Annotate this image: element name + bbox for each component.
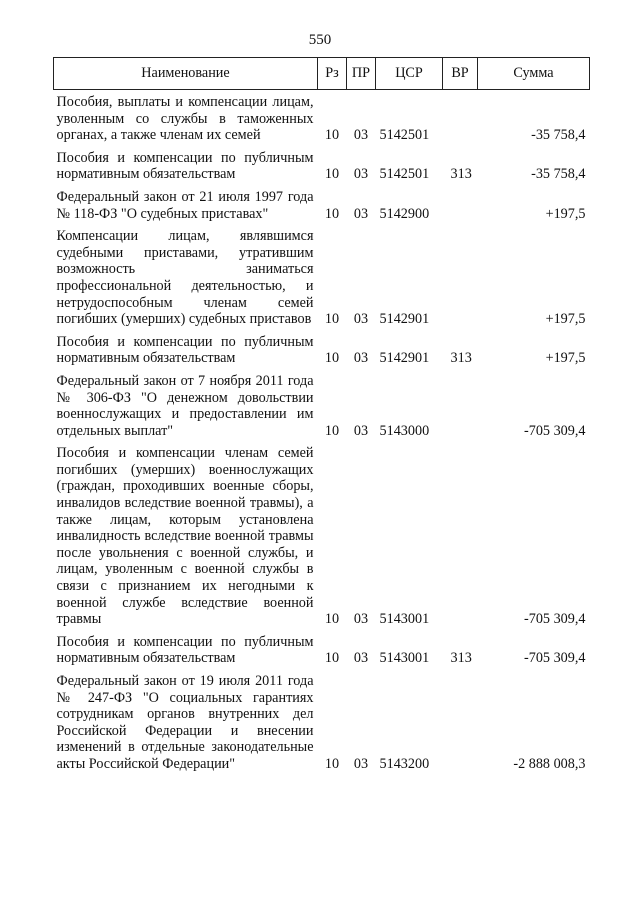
row-rz: 10 xyxy=(324,127,340,144)
row-vr: 313 xyxy=(450,166,472,183)
row-pr: 03 xyxy=(353,422,369,439)
row-csr: 5143000 xyxy=(379,422,430,439)
row-pr: 03 xyxy=(353,755,369,772)
row-sum: -35 758,4 xyxy=(531,127,586,144)
header-sum: Сумма xyxy=(478,58,590,90)
row-vr xyxy=(443,669,478,775)
row-csr: 5142901 xyxy=(379,311,430,328)
table-row xyxy=(54,630,590,669)
row-pr: 03 xyxy=(353,127,369,144)
row-pr: 03 xyxy=(353,350,369,367)
row-sum: -705 309,4 xyxy=(524,611,586,628)
table-row xyxy=(54,669,590,775)
header-name: Наименование xyxy=(54,58,318,90)
row-sum: -705 309,4 xyxy=(524,422,586,439)
row-vr xyxy=(443,369,478,441)
row-pr: 03 xyxy=(353,205,369,222)
row-name: Пособия и компенсации по публичным нормативным обязательствам xyxy=(56,333,314,367)
row-name: Пособия, выплаты и компенсации лицам, уволенным со службы в таможенных органах, а также членам их семей xyxy=(56,94,314,144)
table-row xyxy=(54,330,590,369)
row-vr xyxy=(443,185,478,224)
row-csr: 5142501 xyxy=(379,166,430,183)
header-pr: ПР xyxy=(347,58,376,90)
row-rz: 10 xyxy=(324,166,340,183)
row-name: Пособия и компенсации по публичным нормативным обязательствам xyxy=(56,149,314,183)
row-sum: -2 888 008,3 xyxy=(513,755,586,772)
row-csr: 5142901 xyxy=(379,350,430,367)
row-sum: +197,5 xyxy=(545,350,586,367)
row-rz: 10 xyxy=(324,422,340,439)
header-vr: ВР xyxy=(443,58,478,90)
row-sum: -35 758,4 xyxy=(531,166,586,183)
row-pr: 03 xyxy=(353,650,369,667)
row-pr: 03 xyxy=(353,166,369,183)
table-header-row xyxy=(54,58,590,90)
row-pr: 03 xyxy=(353,311,369,328)
row-csr: 5143001 xyxy=(379,611,430,628)
row-sum: -705 309,4 xyxy=(524,650,586,667)
row-rz: 10 xyxy=(324,311,340,328)
row-csr: 5143001 xyxy=(379,650,430,667)
row-name: Компенсации лицам, являвшимся судебными приставами, утратившим возможность заниматься профессиональной деятельностью, и нетрудоспособным членам семей погибших (умерших) судебных приставов xyxy=(56,228,314,328)
row-csr: 5142501 xyxy=(379,127,430,144)
header-csr: ЦСР xyxy=(376,58,443,90)
row-vr xyxy=(443,90,478,146)
row-vr xyxy=(443,224,478,330)
row-vr: 313 xyxy=(450,350,472,367)
row-vr xyxy=(443,441,478,630)
table-row xyxy=(54,185,590,224)
page-number: 550 xyxy=(308,32,332,48)
table-row xyxy=(54,224,590,330)
row-rz: 10 xyxy=(324,611,340,628)
budget-table xyxy=(53,57,590,775)
row-csr: 5143200 xyxy=(379,755,430,772)
row-vr: 313 xyxy=(450,650,472,667)
row-sum: +197,5 xyxy=(545,311,586,328)
row-rz: 10 xyxy=(324,350,340,367)
row-rz: 10 xyxy=(324,755,340,772)
row-name: Федеральный закон от 7 ноября 2011 года № 306-ФЗ "О денежном довольствии военнослужащих и предоставлении им отдельных выплат" xyxy=(56,372,314,439)
row-rz: 10 xyxy=(324,650,340,667)
row-name: Пособия и компенсации по публичным нормативным обязательствам xyxy=(56,633,314,667)
header-rz: Рз xyxy=(318,58,347,90)
table-row xyxy=(54,146,590,185)
row-sum: +197,5 xyxy=(545,205,586,222)
row-name: Пособия и компенсации членам семей погибших (умерших) военнослужащих (граждан, проходивших военные сборы, инвалидов вследствие военной травмы), а также лицам, которым установлена инвалидность вследствие военной травмы после увольнения с военной службы, и лицам, уволенным с военной службы в связи с признанием их негодными к военной службе вследствие военной травмы xyxy=(56,445,314,628)
row-csr: 5142900 xyxy=(379,205,430,222)
row-pr: 03 xyxy=(353,611,369,628)
table-row xyxy=(54,90,590,146)
row-name: Федеральный закон от 21 июля 1997 года № 118-ФЗ "О судебных приставах" xyxy=(56,188,314,222)
table-row xyxy=(54,369,590,441)
row-rz: 10 xyxy=(324,205,340,222)
table-row xyxy=(54,441,590,630)
row-name: Федеральный закон от 19 июля 2011 года № 247-ФЗ "О социальных гарантиях сотрудникам органов внутренних дел Российской Федерации и внесении изменений в отдельные законодательные акты Российской Федерации" xyxy=(56,673,314,772)
